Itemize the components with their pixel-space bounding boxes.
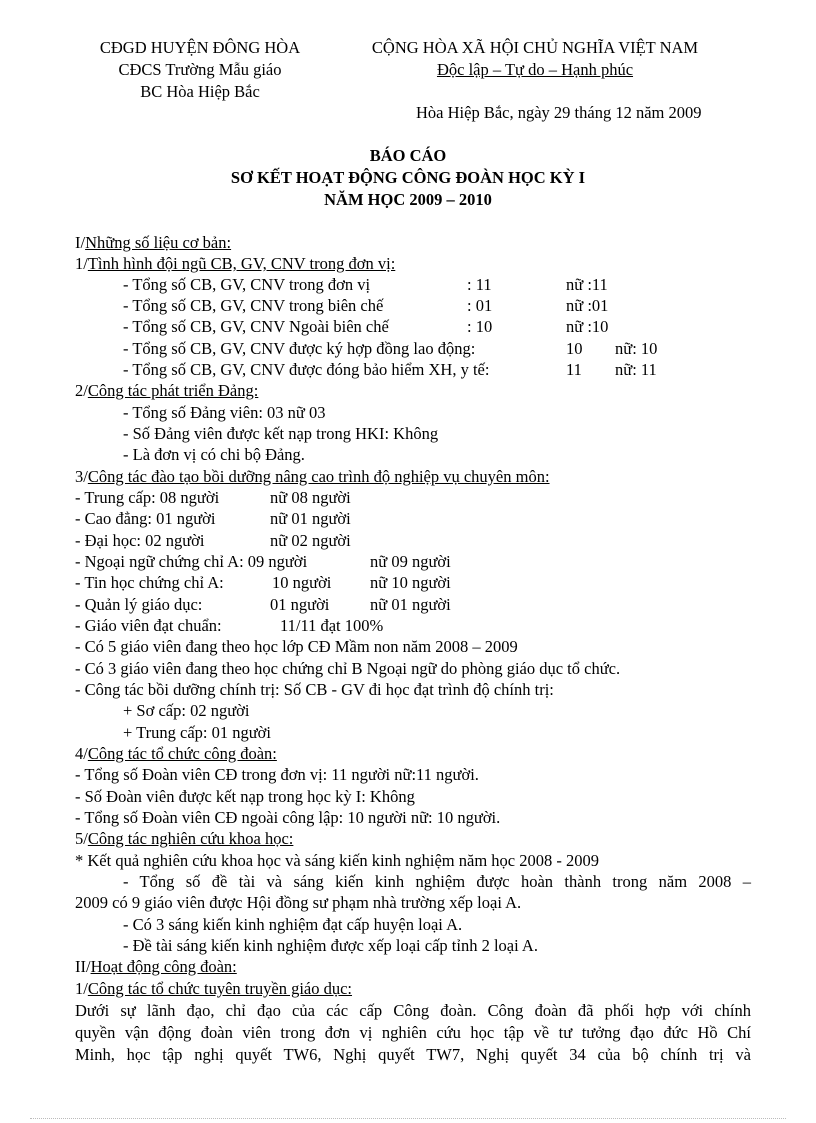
- research-intro: * Kết quả nghiên cứu khoa học và sáng kiến kinh nghiệm năm học 2008 - 2009: [75, 851, 599, 870]
- national-motto: Độc lập – Tự do – Hạnh phúc: [436, 60, 634, 79]
- section-1-1-heading: 1/Tình hình đội ngũ CB, GV, CNV trong đơn vị:: [75, 254, 396, 273]
- section-1-heading: I/Những số liệu cơ bản:: [75, 233, 232, 252]
- party-line: - Tổng số Đảng viên: 03 nữ 03: [123, 403, 326, 422]
- research-line: - Có 3 sáng kiến kinh nghiệm đạt cấp huyện loại A.: [123, 915, 463, 934]
- training-row-count: 10 người: [272, 573, 332, 592]
- training-row-female: nữ 09 người: [370, 552, 451, 571]
- staff-row-value: 10: [566, 339, 583, 358]
- research-line: - Đề tài sáng kiến kinh nghiệm được xếp loại cấp tỉnh 2 loại A.: [123, 936, 538, 955]
- training-row-female: nữ 10 người: [370, 573, 451, 592]
- staff-row-female: nữ :11: [566, 275, 608, 294]
- propaganda-paragraph-line: Minh, học tập nghị quyết TW6, Nghị quyết TW7, Nghị quyết 34 của bộ chính trị và: [75, 1045, 751, 1064]
- training-row-female: nữ 01 người: [270, 509, 351, 528]
- propaganda-paragraph-line: quyền vận động đoàn viên trong đơn vị nghiên cứu học tập về tư tưởng đạo đức Hồ Chí: [75, 1023, 751, 1042]
- national-title: CỘNG HÒA XÃ HỘI CHỦ NGHĨA VIỆT NAM: [371, 38, 699, 57]
- union-line: - Tổng số Đoàn viên CĐ ngoài công lập: 10 người nữ: 10 người.: [75, 808, 501, 827]
- staff-row-value: : 11: [467, 275, 492, 294]
- section-2-1-heading: 1/Công tác tổ chức tuyên truyền giáo dục:: [75, 979, 353, 998]
- page-bottom-divider: [30, 1118, 786, 1119]
- section-1-4-heading: 4/Công tác tổ chức công đoàn:: [75, 744, 277, 763]
- training-row-female: nữ 02 người: [270, 531, 351, 550]
- standard-value: 11/11 đạt 100%: [280, 616, 384, 635]
- staff-row-value: : 01: [467, 296, 493, 315]
- training-line: - Có 5 giáo viên đang theo học lớp CĐ Mầm non năm 2008 – 2009: [75, 637, 518, 656]
- report-year: NĂM HỌC 2009 – 2010: [324, 190, 492, 209]
- propaganda-paragraph-line: Dưới sự lãnh đạo, chỉ đạo của các cấp Công đoàn. Công đoàn đã phối hợp với chính: [75, 1001, 751, 1020]
- training-row-female: nữ 08 người: [270, 488, 351, 507]
- party-line: - Số Đảng viên được kết nạp trong HKI: Không: [123, 424, 439, 443]
- report-date: Hòa Hiệp Bắc, ngày 29 tháng 12 năm 2009: [416, 103, 702, 122]
- union-line: - Tổng số Đoàn viên CĐ trong đơn vị: 11 người nữ:11 người.: [75, 765, 479, 784]
- union-line: - Số Đoàn viên được kết nạp trong học kỳ I: Không: [75, 787, 415, 806]
- report-subtitle: SƠ KẾT HOẠT ĐỘNG CÔNG ĐOÀN HỌC KỲ I: [230, 168, 586, 187]
- staff-row-label: - Tổng số CB, GV, CNV trong biên chế: [123, 296, 384, 315]
- report-title: BÁO CÁO: [369, 146, 447, 165]
- staff-row-value: : 10: [467, 317, 493, 336]
- staff-row-label: - Tổng số CB, GV, CNV được đóng bảo hiểm XH, y tế:: [123, 360, 490, 379]
- training-sub-line: + Sơ cấp: 02 người: [123, 701, 250, 720]
- section-1-5-heading: 5/Công tác nghiên cứu khoa học:: [75, 829, 294, 848]
- staff-row-female: nữ :01: [566, 296, 609, 315]
- training-line: - Có 3 giáo viên đang theo học chứng chỉ B Ngoại ngữ do phòng giáo dục tổ chức.: [75, 659, 621, 678]
- staff-row-label: - Tổng số CB, GV, CNV Ngoài biên chế: [123, 317, 389, 336]
- training-row-label: - Ngoại ngữ chứng chỉ A: 09 người: [75, 552, 308, 571]
- training-row-label: - Trung cấp: 08 người: [75, 488, 220, 507]
- research-paragraph-line: 2009 có 9 giáo viên được Hội đồng sư phạm nhà trường xếp loại A.: [75, 893, 522, 912]
- standard-label: - Giáo viên đạt chuẩn:: [75, 616, 222, 635]
- header-left-line-2: CĐCS Trường Mẫu giáo: [118, 60, 282, 79]
- header-left-line-1: CĐGD HUYỆN ĐÔNG HÒA: [99, 38, 301, 57]
- training-row-label: - Tin học chứng chỉ A:: [75, 573, 224, 592]
- staff-row-female: nữ: 11: [615, 360, 657, 379]
- staff-row-value: 11: [566, 360, 582, 379]
- section-2-heading: II/Hoạt động công đoàn:: [75, 957, 237, 976]
- training-row-count: 01 người: [270, 595, 330, 614]
- section-1-3-heading: 3/Công tác đào tạo bồi dưỡng nâng cao trình độ nghiệp vụ chuyên môn:: [75, 467, 550, 486]
- research-paragraph-line: - Tổng số đề tài và sáng kiến kinh nghiệm được hoàn thành trong năm 2008 –: [123, 872, 751, 891]
- staff-row-label: - Tổng số CB, GV, CNV trong đơn vị: [123, 275, 371, 294]
- training-row-label: - Quản lý giáo dục:: [75, 595, 203, 614]
- training-row-label: - Đại học: 02 người: [75, 531, 205, 550]
- staff-row-female: nữ: 10: [615, 339, 658, 358]
- staff-row-label: - Tổng số CB, GV, CNV được ký hợp đồng lao động:: [123, 339, 476, 358]
- training-row-female: nữ 01 người: [370, 595, 451, 614]
- training-sub-line: + Trung cấp: 01 người: [123, 723, 271, 742]
- party-line: - Là đơn vị có chi bộ Đảng.: [123, 445, 305, 464]
- staff-row-female: nữ :10: [566, 317, 609, 336]
- header-left-line-3: BC Hòa Hiệp Bắc: [140, 82, 260, 101]
- training-row-label: - Cao đẳng: 01 người: [75, 509, 216, 528]
- section-1-2-heading: 2/Công tác phát triển Đảng:: [75, 381, 259, 400]
- training-line: - Công tác bồi dưỡng chính trị: Số CB - GV đi học đạt trình độ chính trị:: [75, 680, 554, 699]
